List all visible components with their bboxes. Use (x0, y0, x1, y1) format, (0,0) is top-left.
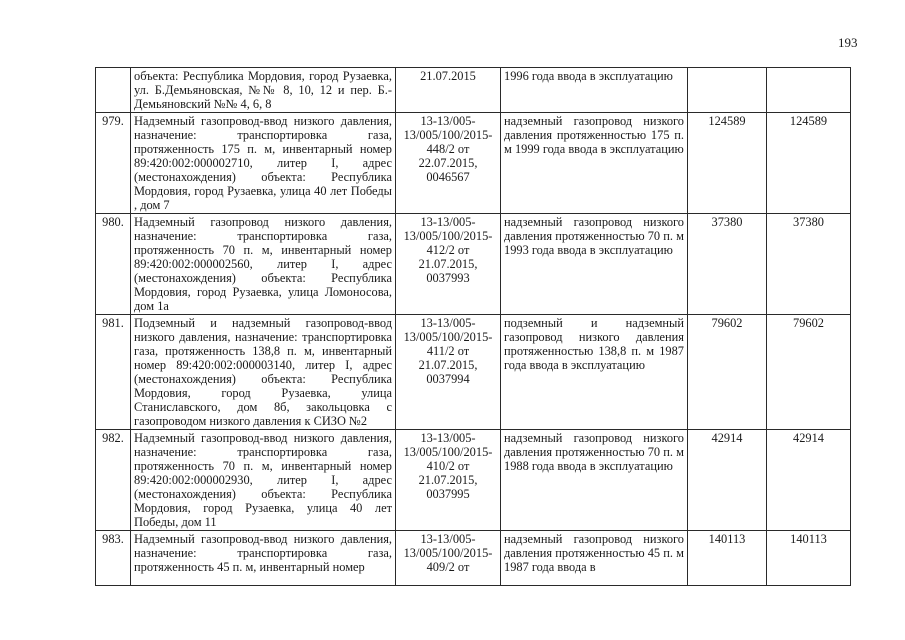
value-cell: 124589 (688, 113, 767, 214)
row-number (96, 68, 131, 113)
value-cell: 42914 (688, 430, 767, 531)
row-number: 983. (96, 531, 131, 586)
table-row (96, 214, 851, 315)
object-description: Надземный газопровод-ввод низкого давления, назначение: транспортировка газа, протяженность 175 п. м, инвентарный номер 89:420:002:000002710, литер I, адрес (местонахождения) объекта: Республика Мордовия, город Рузаевка, улица 40 лет Победы , дом 7 (131, 113, 396, 214)
value-cell: 37380 (767, 214, 851, 315)
table-row (96, 531, 851, 586)
registration-record: 13-13/005-13/005/100/2015-410/2 от 21.07.2015, 0037995 (396, 430, 501, 531)
object-characteristics: надземный газопровод низкого давления протяженностью 45 п. м 1987 года ввода в (501, 531, 688, 586)
object-description: Надземный газопровод низкого давления, назначение: транспортировка газа, протяженность 70 п. м, инвентарный номер 89:420:002:000002560, литер I, адрес (местонахождения) объекта: Республика Мордовия, город Рузаевка, улица Ломоносова, дом 1а (131, 214, 396, 315)
registration-record: 21.07.2015 (396, 68, 501, 113)
object-characteristics: надземный газопровод низкого давления протяженностью 70 п. м 1993 года ввода в эксплуатацию (501, 214, 688, 315)
value-cell (688, 68, 767, 113)
object-characteristics: 1996 года ввода в эксплуатацию (501, 68, 688, 113)
value-cell: 124589 (767, 113, 851, 214)
row-number: 981. (96, 315, 131, 430)
value-cell: 79602 (688, 315, 767, 430)
property-registry-table (95, 67, 851, 586)
value-cell: 140113 (688, 531, 767, 586)
table-row (96, 113, 851, 214)
value-cell: 37380 (688, 214, 767, 315)
value-cell: 79602 (767, 315, 851, 430)
registration-record: 13-13/005-13/005/100/2015-411/2 от 21.07.2015, 0037994 (396, 315, 501, 430)
value-cell: 42914 (767, 430, 851, 531)
table-row (96, 315, 851, 430)
object-characteristics: надземный газопровод низкого давления протяженностью 175 п. м 1999 года ввода в эксплуатацию (501, 113, 688, 214)
object-characteristics: подземный и надземный газопровод низкого давления протяженностью 138,8 п. м 1987 года ввода в эксплуатацию (501, 315, 688, 430)
registration-record: 13-13/005-13/005/100/2015-409/2 от (396, 531, 501, 586)
object-description: Надземный газопровод-ввод низкого давления, назначение: транспортировка газа, протяженность 45 п. м, инвентарный номер (131, 531, 396, 586)
row-number: 980. (96, 214, 131, 315)
page-number: 193 (838, 35, 858, 50)
object-description: Подземный и надземный газопровод-ввод низкого давления, назначение: транспортировка газа, протяженность 138,8 п. м, инвентарный номер 89:420:002:000003140, литер I, адрес (местонахождения) объекта: Республика Мордовия, город Рузаевка, улица Станиславского, дом 8б, закольцовка с газопроводом низкого давления к СИЗО №2 (131, 315, 396, 430)
registration-record: 13-13/005-13/005/100/2015-448/2 от 22.07.2015, 0046567 (396, 113, 501, 214)
table-row (96, 430, 851, 531)
row-number: 982. (96, 430, 131, 531)
registration-record: 13-13/005-13/005/100/2015-412/2 от 21.07.2015, 0037993 (396, 214, 501, 315)
value-cell: 140113 (767, 531, 851, 586)
object-description: Надземный газопровод-ввод низкого давления, назначение: транспортировка газа, протяженность 70 п. м, инвентарный номер 89:420:002:000002930, литер I, адрес (местонахождения) объекта: Республика Мордовия, город Рузаевка, улица 40 лет Победы, дом 11 (131, 430, 396, 531)
row-number: 979. (96, 113, 131, 214)
table-row (96, 68, 851, 113)
object-characteristics: надземный газопровод низкого давления протяженностью 70 п. м 1988 года ввода в эксплуатацию (501, 430, 688, 531)
object-description: объекта: Республика Мордовия, город Рузаевка, ул. Б.Демьяновская, №№ 8, 10, 12 и пер. Б.-Демьяновский №№ 4, 6, 8 (131, 68, 396, 113)
value-cell (767, 68, 851, 113)
